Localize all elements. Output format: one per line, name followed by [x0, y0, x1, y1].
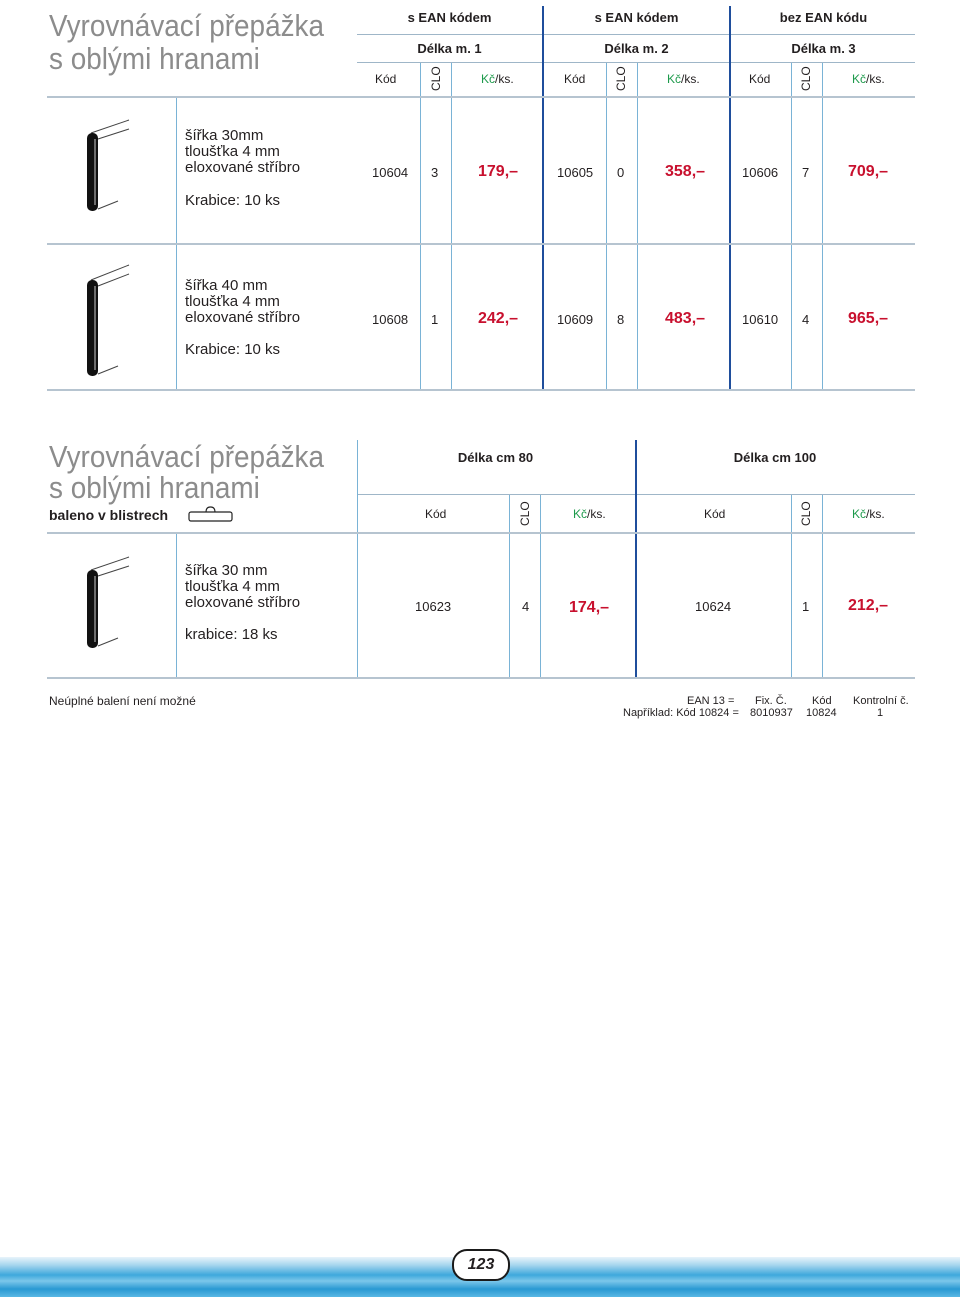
page-number: 123	[452, 1249, 510, 1281]
group-80-length-label: Délka cm 80	[457, 450, 534, 465]
row-divider	[47, 389, 915, 391]
column-divider	[357, 440, 358, 677]
row2-price-3: 965,–	[848, 310, 889, 327]
s2-row-thickness: tloušťka 4 mm	[185, 578, 280, 595]
column-divider	[451, 63, 452, 390]
column-divider	[509, 495, 510, 677]
group-100-length-label: Délka cm 100	[733, 450, 817, 465]
row1-kod-3: 10606	[742, 165, 779, 180]
col-clo-2: CLO	[614, 66, 628, 91]
ean-label: EAN 13 =	[687, 695, 735, 707]
col-kod-3: Kód	[749, 72, 771, 86]
control-value: 1	[877, 707, 884, 719]
s2-row-kod-1: 10623	[415, 599, 452, 614]
row2-clo-3: 4	[802, 312, 810, 327]
section1-title-line2: s oblými hranami	[49, 41, 260, 76]
col-kc-label: Kč	[852, 507, 867, 521]
fix-value: 8010937	[750, 707, 793, 719]
kod-value: 10824	[806, 707, 837, 719]
col-price-1	[481, 72, 514, 86]
row-divider	[47, 677, 915, 679]
col-kc-label: Kč	[667, 72, 682, 86]
row2-price-1: 242,–	[478, 310, 519, 327]
column-divider	[822, 495, 823, 677]
partition-profile-icon	[82, 552, 132, 652]
row1-clo-1: 3	[431, 165, 439, 180]
row1-price-3: 709,–	[848, 163, 889, 180]
col-kc-label: Kč	[852, 72, 867, 86]
row2-box: Krabice: 10 ks	[185, 341, 281, 358]
s2-row-finish: eloxované stříbro	[185, 594, 301, 611]
col-ks-label: /ks.	[495, 72, 514, 86]
kod-header: Kód	[812, 695, 832, 707]
col-kod-1: Kód	[375, 72, 397, 86]
partition-profile-icon	[82, 262, 132, 380]
row2-clo-2: 8	[617, 312, 625, 327]
partition-profile-icon	[82, 115, 132, 215]
footer-note: Neúplné balení není možné	[49, 694, 196, 708]
row2-price-2: 483,–	[665, 310, 706, 327]
row1-kod-1: 10604	[372, 165, 409, 180]
row2-clo-1: 1	[431, 312, 439, 327]
s2-col-clo-2: CLO	[799, 501, 813, 526]
row-divider	[47, 532, 915, 534]
col-ks-label: /ks.	[866, 72, 885, 86]
row1-price-1: 179,–	[478, 163, 519, 180]
s2-row-width: šířka 30 mm	[185, 562, 268, 579]
group-divider	[542, 6, 544, 390]
col-ks-label: /ks.	[681, 72, 700, 86]
section2-subtitle: baleno v blistrech	[49, 507, 169, 523]
column-divider	[540, 495, 541, 677]
description-divider	[176, 533, 177, 677]
s2-row-price-1: 174,–	[569, 599, 610, 616]
row1-kod-2: 10605	[557, 165, 594, 180]
header-divider	[357, 34, 915, 35]
row1-box: Krabice: 10 ks	[185, 192, 281, 209]
row1-finish: eloxované stříbro	[185, 159, 301, 176]
s2-col-clo-1: CLO	[518, 501, 532, 526]
row-divider	[47, 96, 915, 98]
column-divider	[822, 63, 823, 390]
row-divider	[47, 243, 915, 245]
col-clo-1: CLO	[429, 66, 443, 91]
s2-col-kod-2: Kód	[704, 507, 726, 521]
s2-row-kod-2: 10624	[695, 599, 732, 614]
col-ks-label: /ks.	[866, 507, 885, 521]
section2-title-line2: s oblými hranami	[49, 470, 260, 505]
example-label: Například: Kód 10824 =	[623, 707, 739, 719]
col-ks-label: /ks.	[587, 507, 606, 521]
group3-length-label: Délka m. 3	[791, 41, 856, 56]
group1-length-label: Délka m. 1	[417, 41, 482, 56]
fix-header: Fix. Č.	[755, 695, 787, 707]
row1-clo-2: 0	[617, 165, 625, 180]
s2-row-price-2: 212,–	[848, 597, 889, 614]
col-price-2	[667, 72, 700, 86]
group-divider	[635, 440, 637, 677]
col-kc-label: Kč	[573, 507, 588, 521]
col-kc-label: Kč	[481, 72, 496, 86]
header-divider	[357, 62, 915, 63]
control-header: Kontrolní č.	[853, 695, 909, 707]
section1-title-line1: Vyrovnávací přepážka	[49, 8, 325, 43]
row2-kod-3: 10610	[742, 312, 779, 327]
s2-col-price-1	[573, 507, 606, 521]
col-clo-3: CLO	[799, 66, 813, 91]
group2-ean-label: s EAN kódem	[594, 10, 679, 25]
blister-pack-icon	[188, 505, 234, 523]
s2-row-clo-2: 1	[802, 599, 810, 614]
row2-finish: eloxované stříbro	[185, 309, 301, 326]
column-divider	[606, 63, 607, 390]
row2-thickness: tloušťka 4 mm	[185, 293, 280, 310]
row1-thickness: tloušťka 4 mm	[185, 143, 280, 160]
column-divider	[420, 63, 421, 390]
group-divider	[729, 6, 731, 390]
group3-ean-label: bez EAN kódu	[779, 10, 868, 25]
section2-title-line1: Vyrovnávací přepážka	[49, 439, 325, 474]
group2-length-label: Délka m. 2	[604, 41, 669, 56]
row2-width: šířka 40 mm	[185, 277, 268, 294]
row2-kod-2: 10609	[557, 312, 594, 327]
s2-col-price-2	[852, 507, 885, 521]
column-divider	[791, 63, 792, 390]
row1-width: šířka 30mm	[185, 127, 264, 144]
col-price-3	[852, 72, 885, 86]
s2-row-box: krabice: 18 ks	[185, 626, 278, 643]
row1-price-2: 358,–	[665, 163, 706, 180]
group1-ean-label: s EAN kódem	[407, 10, 492, 25]
row2-kod-1: 10608	[372, 312, 409, 327]
s2-row-clo-1: 4	[522, 599, 530, 614]
col-kod-2: Kód	[564, 72, 586, 86]
s2-col-kod-1: Kód	[425, 507, 447, 521]
row1-clo-3: 7	[802, 165, 810, 180]
column-divider	[791, 495, 792, 677]
column-divider	[637, 63, 638, 390]
